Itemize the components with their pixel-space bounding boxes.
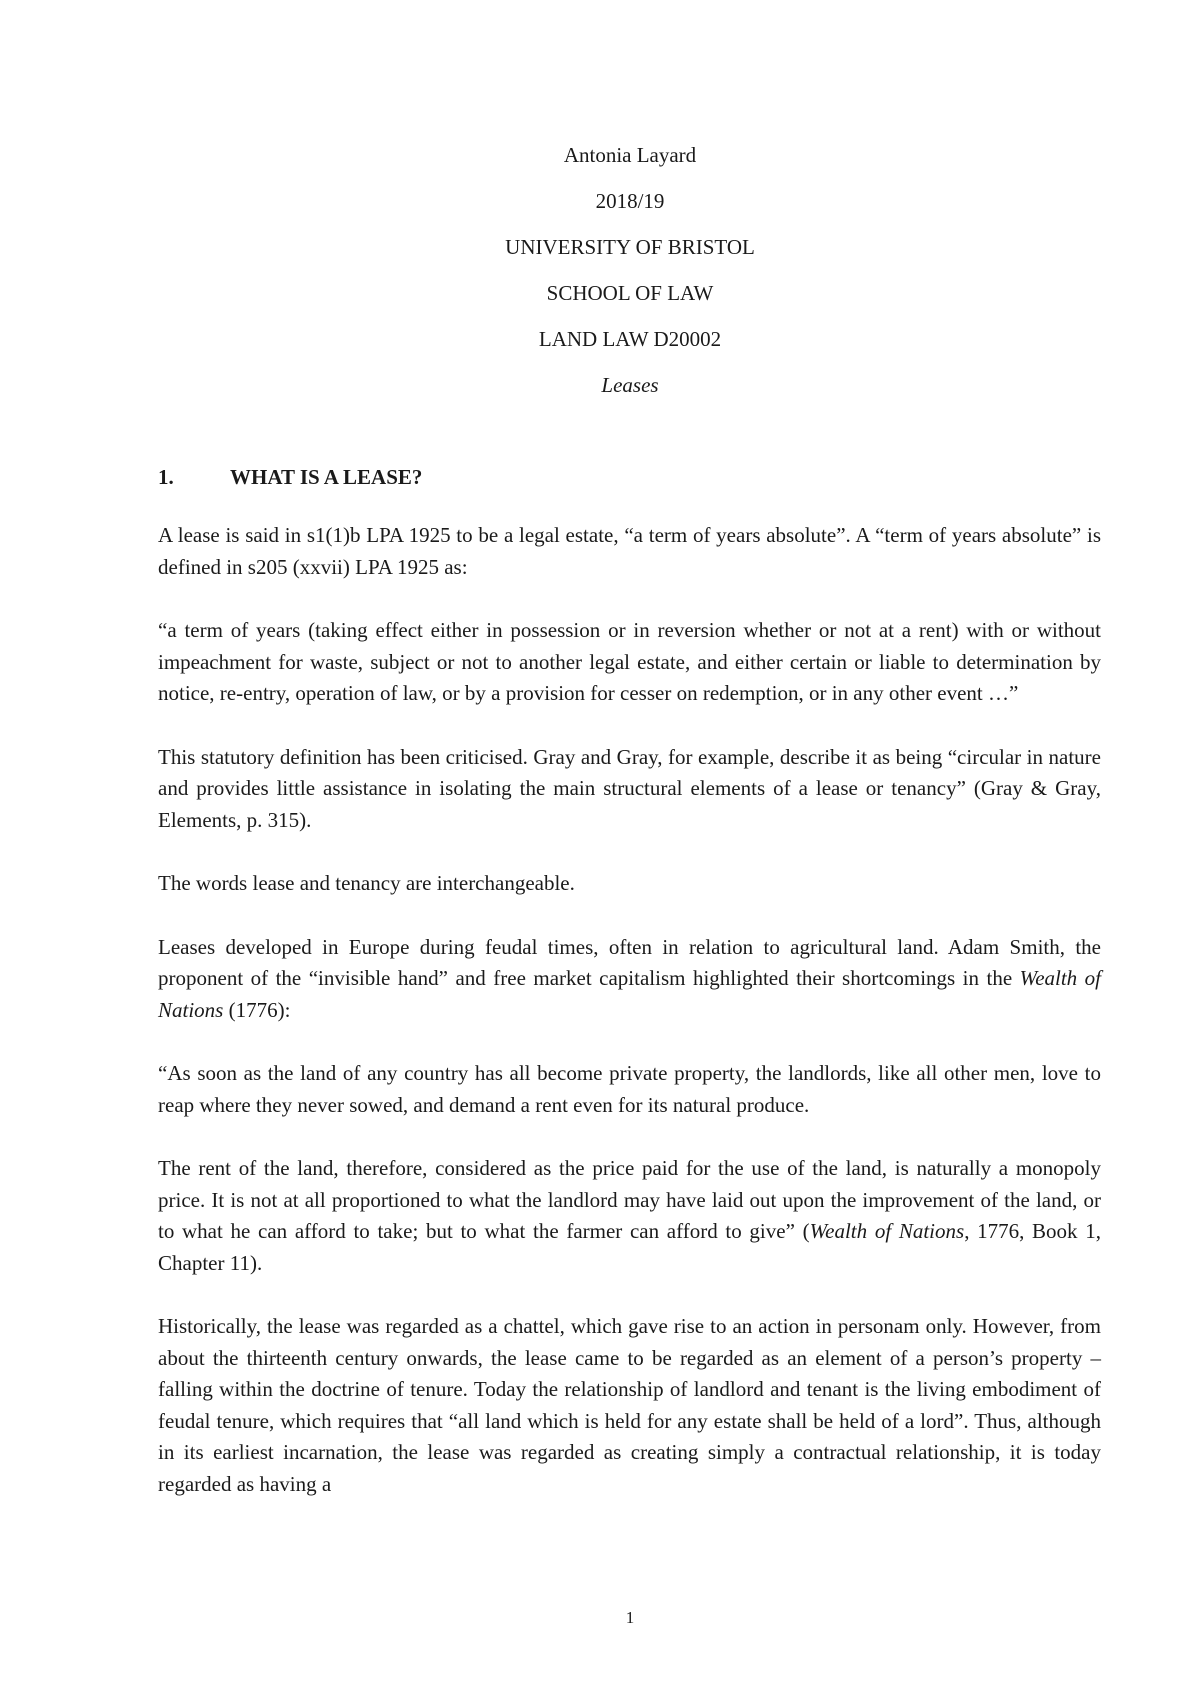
paragraph-1: A lease is said in s1(1)b LPA 1925 to be a legal estate, “a term of years absolute”. A “term of years absolute” is defined in s205 (xxvii) LPA 1925 as: — [158, 523, 1101, 579]
paragraph-6-quote: “As soon as the land of any country has all become private property, the landlords, like all other men, love to reap where they never sowed, and demand a rent even for its natural produce. — [158, 1061, 1101, 1117]
author-name: Antonia Layard — [563, 143, 697, 167]
university-name: UNIVERSITY OF BRISTOL — [505, 235, 755, 259]
section-heading — [158, 465, 422, 489]
academic-year: 2018/19 — [595, 189, 665, 213]
paragraph-3: This statutory definition has been criticised. Gray and Gray, for example, describe it as being “circular in nature and provides little assistance in isolating the main structural elements of a lease or tenancy” (Gray & Gray, Elements, p. 315). — [158, 744, 1101, 832]
paragraph-2-quote: “a term of years (taking effect either in possession or in reversion whether or not at a rent) with or without impeachment for waste, subject or not to another legal estate, and either certain or liable to determination by notice, re-entry, operation of law, or by a provision for cesser on redemption, or in any other event …” — [158, 618, 1101, 705]
paragraph-5: Leases developed in Europe during feudal times, often in relation to agricultural land. Adam Smith, the proponent of the “invisible hand” and free market capitalism highlighted their shortcomings in the Wealth of Nations (1776): — [158, 934, 1101, 1022]
paragraph-8: Historically, the lease was regarded as a chattel, which gave rise to an action in personam only. However, from about the thirteenth century onwards, the lease came to be regarded as an element of a person’s property – falling within the doctrine of tenure. Today the relationship of landlord and tenant is the living embodiment of feudal tenure, which requires that “all land which is held for any estate shall be held of a lord”. Thus, although in its earliest incarnation, the lease was regarded as creating simply a contractual relationship, it is today regarded as having a — [158, 1314, 1101, 1496]
section-title: WHAT IS A LEASE? — [230, 465, 423, 489]
section-number: 1. — [158, 465, 174, 489]
document-header — [0, 143, 1200, 419]
document-topic: Leases — [601, 373, 659, 397]
school-name: SCHOOL OF LAW — [546, 281, 714, 305]
course-code: LAND LAW D20002 — [538, 327, 722, 351]
document-body — [158, 520, 1101, 1500]
paragraph-4: The words lease and tenancy are interchangeable. — [158, 871, 575, 895]
book-title: Wealth of Nations — [809, 1219, 965, 1243]
paragraph-7-quote: The rent of the land, therefore, considered as the price paid for the use of the land, is naturally a monopoly price. It is not at all proportioned to what the landlord may have laid out upon the improvement of the land, or to what he can afford to take; but to what the farmer can afford to give” (Wealth of Nations, 1776, Book 1, Chapter 11). — [158, 1156, 1101, 1275]
page-number: 1 — [625, 1608, 635, 1627]
book-title: Wealth of Nations — [158, 966, 1101, 1022]
